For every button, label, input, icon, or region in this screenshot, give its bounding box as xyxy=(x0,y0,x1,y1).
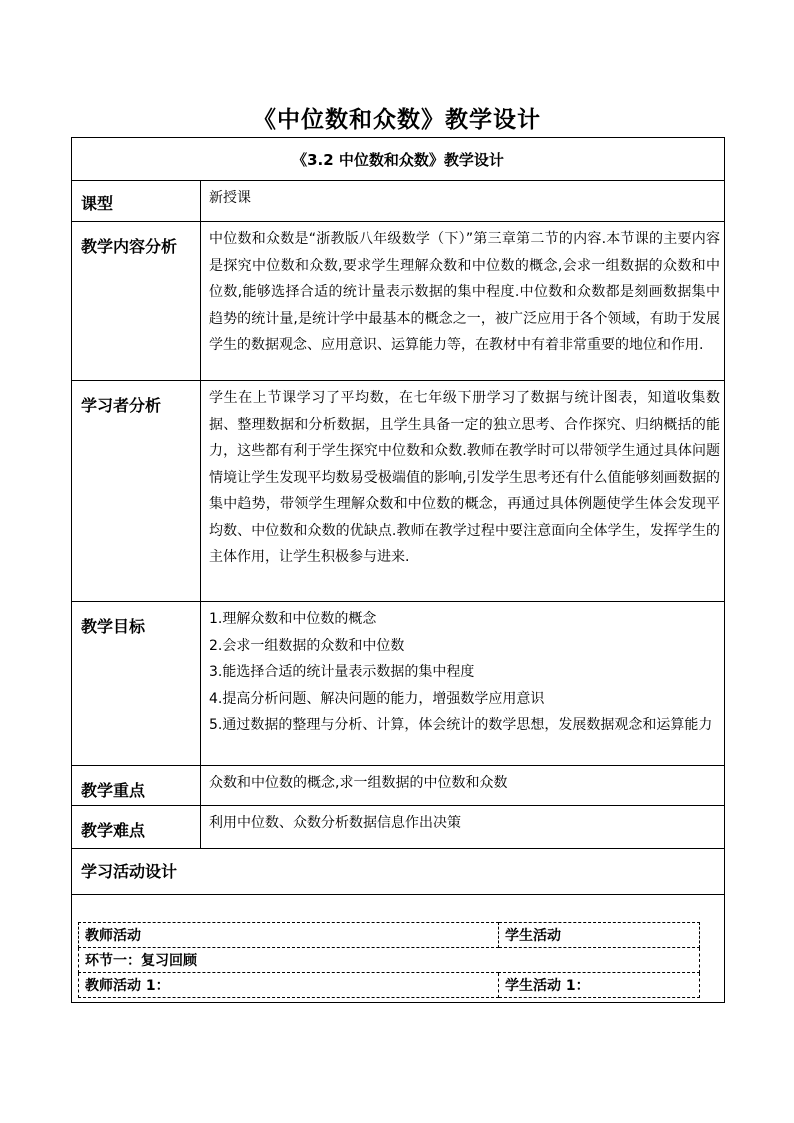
section-review: 环节一：复习回顾 xyxy=(79,948,700,973)
objective-item: 1.理解众数和中位数的概念 xyxy=(209,611,377,627)
content-analysis-text: 中位数和众数是“浙教版八年级数学（下）”第三章第二节的内容.本节课的主要内容是探究中位数和众数,要求学生理解众数和中位数的概念,会求一组数据的众数和中位数,能够选择合适的统计量表示数据的集中程度.中位数和众数都是刻画数据集中趋势的统计量,是统计学中最基本的概念之一，被广泛应用于各个领域，有助于发展学生的数据观念、应用意识、运算能力等，在教材中有着非常重要的地位和作用. xyxy=(201,222,725,381)
key-points-label: 教学重点 xyxy=(72,766,201,806)
objective-item: 5.通过数据的整理与分析、计算，体会统计的数学思想，发展数据观念和运算能力 xyxy=(209,717,713,733)
teacher-activity-1: 教师活动 1： xyxy=(79,973,499,998)
student-activity-1: 学生活动 1： xyxy=(499,973,700,998)
content-analysis-label: 教学内容分析 xyxy=(72,222,201,381)
difficulties-text: 利用中位数、众数分析数据信息作出决策 xyxy=(201,806,725,849)
activity-design-label: 学习活动设计 xyxy=(72,849,725,895)
lesson-plan-table xyxy=(71,137,725,1003)
document-title: 《中位数和众数》教学设计 xyxy=(253,106,541,133)
key-points-text: 众数和中位数的概念,求一组数据的中位数和众数 xyxy=(201,766,725,806)
objective-item: 3.能选择合适的统计量表示数据的集中程度 xyxy=(209,664,475,680)
objective-item: 4.提高分析问题、解决问题的能力，增强数学应用意识 xyxy=(209,690,545,707)
objective-item: 2.会求一组数据的众数和中位数 xyxy=(209,637,405,654)
type-value: 新授课 xyxy=(201,181,725,222)
activity-design-container xyxy=(72,895,725,1003)
lesson-subtitle: 《3.2 中位数和众数》教学设计 xyxy=(72,138,725,181)
objectives-list xyxy=(201,602,725,766)
objectives-label: 教学目标 xyxy=(72,602,201,766)
activity-table xyxy=(78,922,700,998)
learner-analysis-label: 学习者分析 xyxy=(72,381,201,602)
student-activity-header: 学生活动 xyxy=(499,923,700,948)
difficulties-label: 教学难点 xyxy=(72,806,201,849)
teacher-activity-header: 教师活动 xyxy=(79,923,499,948)
learner-analysis-text: 学生在上节课学习了平均数，在七年级下册学习了数据与统计图表，知道收集数据、整理数据和分析数据，且学生具备一定的独立思考、合作探究、归纳概括的能力，这些都有利于学生探究中位数和众数.教师在教学时可以带领学生通过具体问题情境让学生发现平均数易受极端值的影响,引发学生思考还有什么值能够刻画数据的集中趋势，带领学生理解众数和中位数的概念，再通过具体例题使学生体会发现平均数、中位数和众数的优缺点.教师在教学过程中要注意面向全体学生，发挥学生的主体作用，让学生积极参与进来. xyxy=(201,381,725,602)
type-label: 课型 xyxy=(72,181,201,222)
